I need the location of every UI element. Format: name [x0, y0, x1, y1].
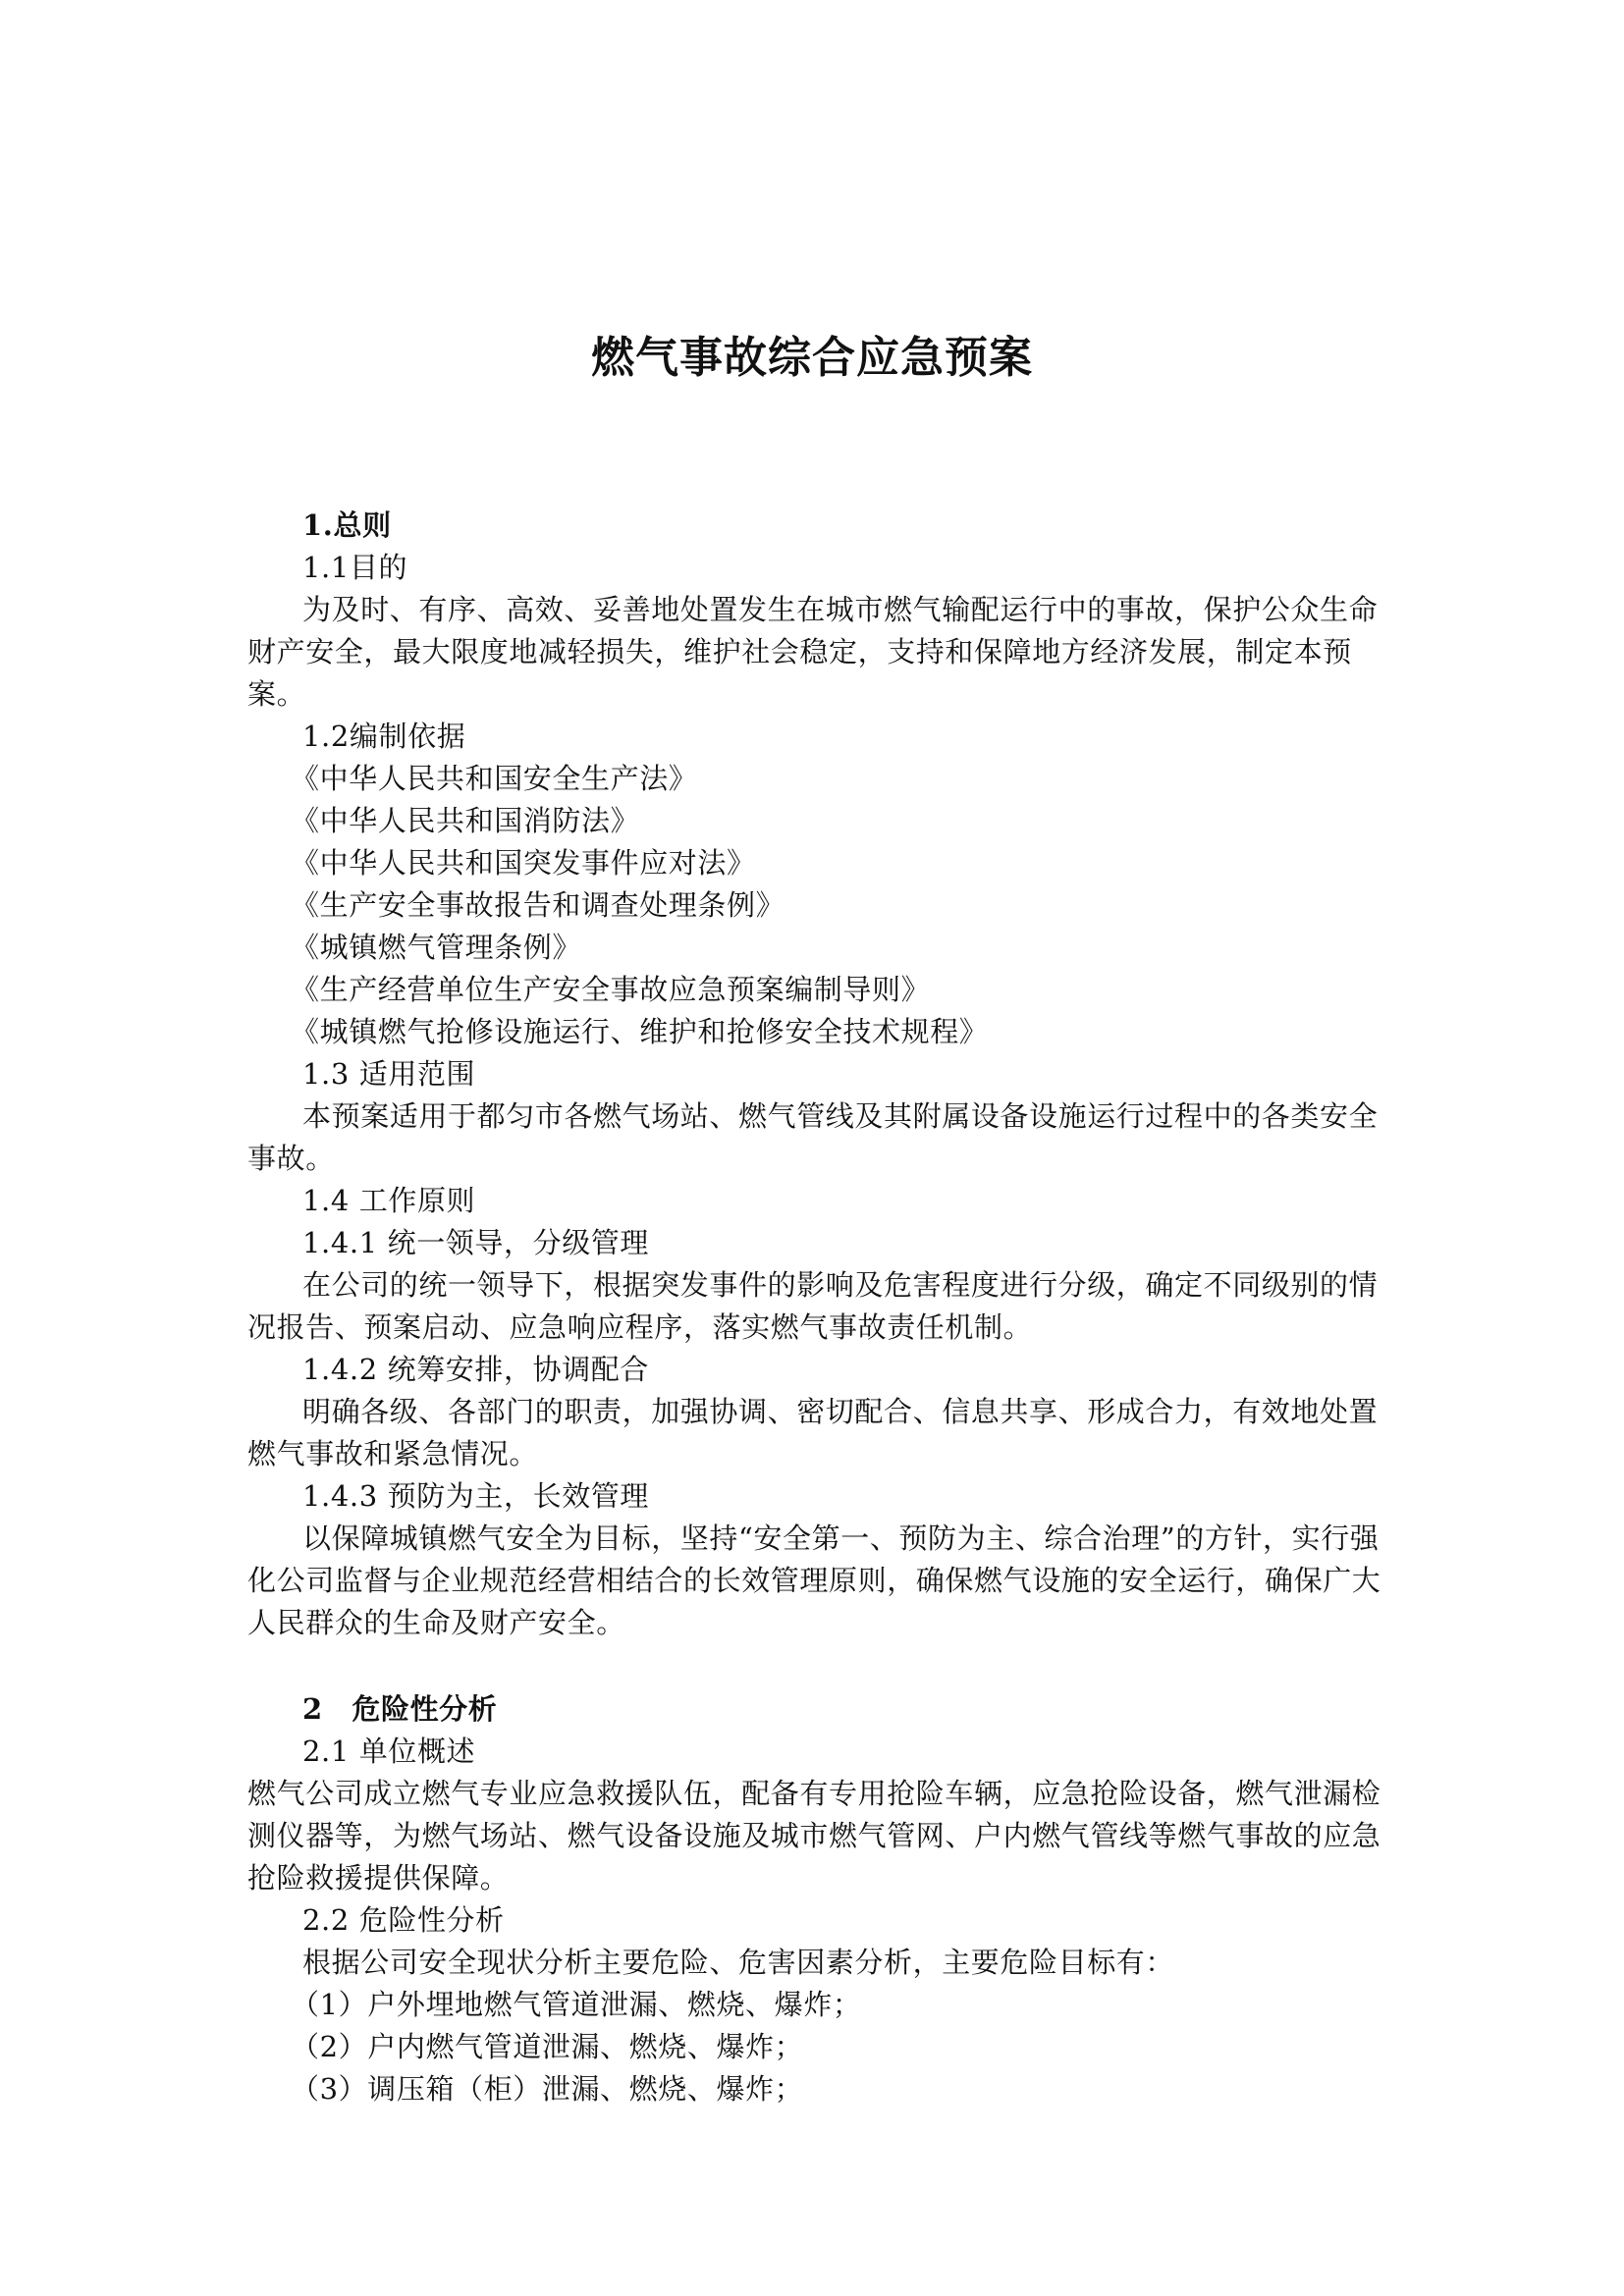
section-1-4-3-heading: 1.4.3 预防为主，长效管理	[302, 1479, 650, 1513]
section-1-4-2-heading: 1.4.2 统筹安排，协调配合	[302, 1353, 650, 1386]
section-1-3-heading: 1.3 适用范围	[302, 1057, 476, 1091]
law-item: 《城镇燃气管理条例》	[291, 931, 582, 964]
section-2-1-heading: 2.1 单位概述	[302, 1735, 476, 1768]
section-1-1-heading: 1.1目的	[302, 551, 408, 584]
document-title: 燃气事故综合应急预案	[591, 333, 1033, 383]
law-item: 《中华人民共和国安全生产法》	[291, 762, 698, 795]
document-body	[247, 505, 1388, 2110]
principle-3-paragraph: 以保障城镇燃气安全为目标，坚持“安全第一、预防为主、综合治理”的方针，实行强化公司监督与企业规范经营相结合的长效管理原则，确保燃气设施的安全运行，确保广大人民群众的生命及财产安全。	[247, 1522, 1381, 1639]
purpose-paragraph: 为及时、有序、高效、妥善地处置发生在城市燃气输配运行中的事故，保护公众生命财产安全，最大限度地减轻损失，维护社会稳定，支持和保障地方经济发展，制定本预案。	[247, 593, 1379, 711]
section-2-2-heading: 2.2 危险性分析	[302, 1903, 505, 1937]
risk-item: （2）户内燃气管道泄漏、燃烧、爆炸；	[291, 2030, 804, 2063]
law-item: 《生产安全事故报告和调查处理条例》	[291, 888, 785, 922]
unit-overview-paragraph: 燃气公司成立燃气专业应急救援队伍，配备有专用抢险车辆，应急抢险设备，燃气泄漏检测仪器等，为燃气场站、燃气设备设施及城市燃气管网、户内燃气管线等燃气事故的应急抢险救援提供保障。	[247, 1777, 1381, 1895]
law-item: 《生产经营单位生产安全事故应急预案编制导则》	[291, 973, 931, 1006]
risk-intro-paragraph: 根据公司安全现状分析主要危险、危害因素分析，主要危险目标有：	[302, 1946, 1175, 1979]
section-2-heading: 2 危险性分析	[302, 1692, 498, 1726]
principle-2-paragraph: 明确各级、各部门的职责，加强协调、密切配合、信息共享、形成合力，有效地处置燃气事故和紧急情况。	[247, 1395, 1379, 1470]
law-item: 《城镇燃气抢修设施运行、维护和抢修安全技术规程》	[291, 1015, 989, 1048]
section-1-heading: 1.总则	[302, 508, 392, 542]
section-1-4-heading: 1.4 工作原则	[302, 1184, 476, 1217]
scope-paragraph: 本预案适用于都匀市各燃气场站、燃气管线及其附属设备设施运行过程中的各类安全事故。	[247, 1099, 1379, 1175]
risk-item: （3）调压箱（柜）泄漏、燃烧、爆炸；	[291, 2072, 804, 2106]
risk-item: （1）户外埋地燃气管道泄漏、燃烧、爆炸；	[291, 1988, 862, 2021]
law-item: 《中华人民共和国突发事件应对法》	[291, 846, 756, 880]
section-1-2-heading: 1.2编制依据	[302, 720, 466, 753]
law-item: 《中华人民共和国消防法》	[291, 804, 640, 837]
principle-1-paragraph: 在公司的统一领导下，根据突发事件的影响及危害程度进行分级，确定不同级别的情况报告、预案启动、应急响应程序，落实燃气事故责任机制。	[247, 1268, 1379, 1344]
section-1-4-1-heading: 1.4.1 统一领导，分级管理	[302, 1226, 650, 1259]
